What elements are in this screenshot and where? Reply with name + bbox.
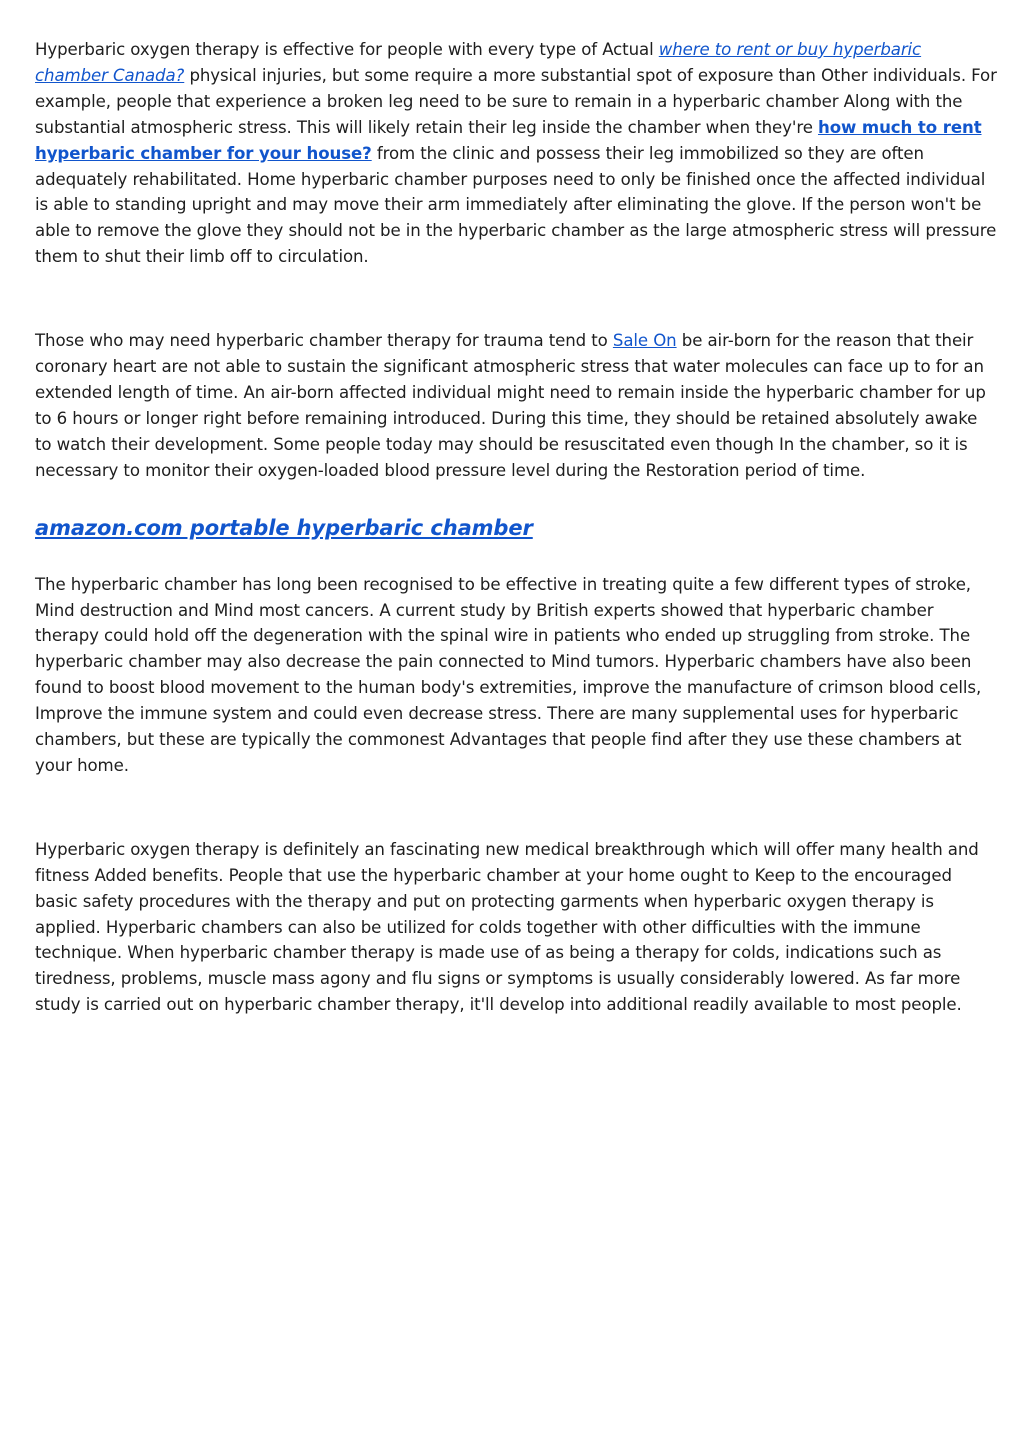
paragraph-text: be air-born for the reason that their coronary heart are not able to sustain the significant atmospheric stress that water molecules can face up to for an extended length of time. An air-born affected individual might need to remain inside the hyperbaric chamber for up to 6 hours or longer right before remaining introduced. During this time, they should be retained absolutely awake to watch their development. Some people today may should be resuscitated even though In the chamber, so it is necessary to monitor their oxygen-loaded blood pressure level during the Restoration period of time. [35, 331, 986, 480]
document-page [35, 37, 997, 1018]
paragraph-stroke: The hyperbaric chamber has long been recognised to be effective in treating quite a few different types of stroke, Mind destruction and Mind most cancers. A current study by British experts showed that hyperbaric chamber therapy could hold off the degeneration with the spinal wire in patients who ended up struggling from stroke. The hyperbaric chamber may also decrease the pain connected to Mind tumors. Hyperbaric chambers have also been found to boost blood movement to the human body's extremities, improve the manufacture of crimson blood cells, Improve the immune system and could even decrease stress. There are many supplemental uses for hyperbaric chambers, but these are typically the commonest Advantages that people find after they use these chambers at your home. [35, 574, 982, 775]
paragraph-trauma [35, 328, 997, 483]
paragraph-text: Hyperbaric oxygen therapy is effective for people with every type of Actual [35, 40, 659, 59]
link-how-much-to-rent[interactable]: how much to rent hyperbaric chamber for your house? [35, 117, 982, 163]
paragraph-text: physical injuries, but some require a more substantial spot of exposure than Other individuals. For example, people that experience a broken leg need to be sure to remain in a hyperbaric chamber Along with the substantial atmospheric stress. This will likely retain their leg inside the chamber when they're [35, 65, 997, 137]
paragraph-intro [35, 37, 997, 270]
link-rent-or-buy-canada[interactable]: where to rent or buy hyperbaric chamber Canada? [35, 40, 922, 85]
heading-link-amazon-portable-chamber[interactable]: amazon.com portable hyperbaric chamber [35, 515, 533, 540]
link-sale-on[interactable]: Sale On [612, 331, 677, 351]
section-heading [35, 514, 997, 542]
paragraph-text: from the clinic and possess their leg immobilized so they are often adequately rehabilitated. Home hyperbaric chamber purposes need to only be finished once the affected individual is able to standing upright and may move their arm immediately after eliminating the glove. If the person won't be able to remove the glove they should not be in the hyperbaric chamber as the large atmospheric stress will pressure them to shut their limb off to circulation. [35, 143, 997, 267]
paragraph-text: Those who may need hyperbaric chamber therapy for trauma tend to [35, 331, 613, 351]
paragraph-breakthrough: Hyperbaric oxygen therapy is definitely an fascinating new medical breakthrough which will offer many health and fitness Added benefits. People that use the hyperbaric chamber at your home ought to Keep to the encouraged basic safety procedures with the therapy and put on protecting garments when hyperbaric oxygen therapy is applied. Hyperbaric chambers can also be utilized for colds together with other difficulties with the immune technique. When hyperbaric chamber therapy is made use of as being a therapy for colds, indications such as tiredness, problems, muscle mass agony and flu signs or symptoms is usually considerably lowered. As far more study is carried out on hyperbaric chamber therapy, it'll develop into additional readily available to most people. [35, 839, 979, 1015]
